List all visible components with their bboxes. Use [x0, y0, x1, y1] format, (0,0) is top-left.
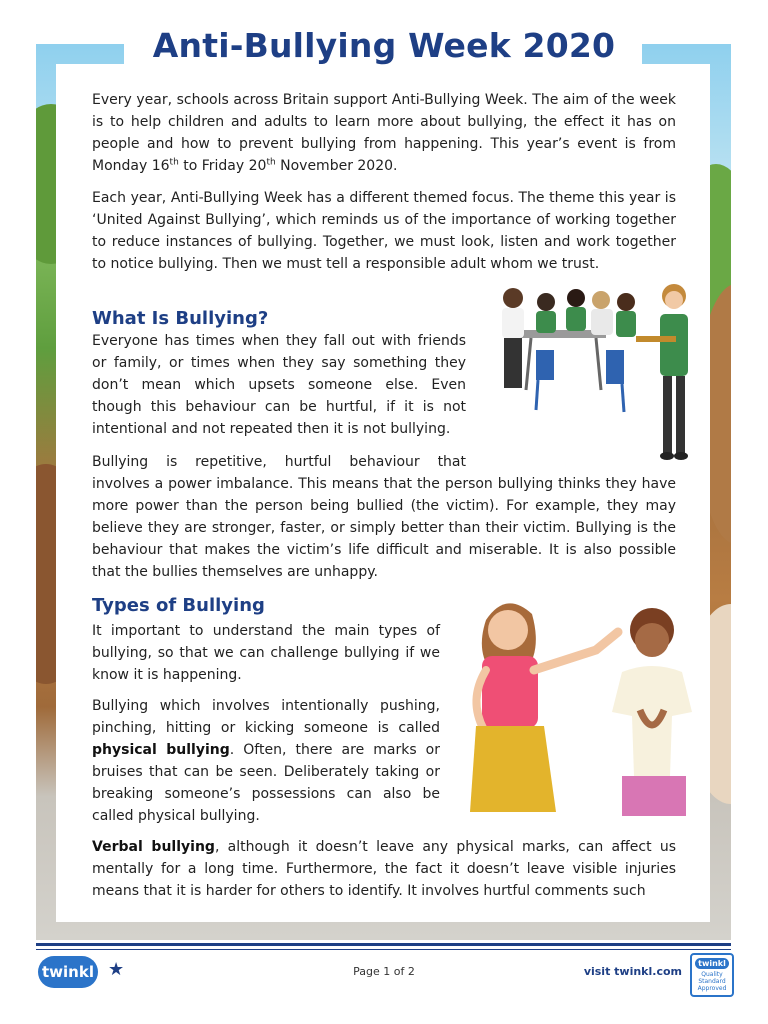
- what-is-bullying-paragraph-2: involves a power imbalance. This means that the person bullying thinks they have more power than the person being bullied (the victim). For example, they may believe they are stronger, faster, or simply better than their victim. Bullying is the behaviour that makes the victim’s life difficult and miserable. It is also possible that the bullies themselves are unhappy.: [92, 476, 676, 580]
- badge-title: twinkl: [695, 958, 729, 969]
- section-heading-types-of-bullying: Types of Bullying: [92, 595, 265, 616]
- badge-line-2: Approved: [697, 985, 727, 992]
- cafeteria-illustration: [476, 280, 706, 466]
- twinkl-logo[interactable]: twinkl: [38, 956, 98, 988]
- section-heading-what-is-bullying: What Is Bullying?: [92, 308, 269, 329]
- types-paragraph-1: It important to understand the main types of bullying, so that we can challenge bullying if we know it is happening.: [92, 623, 440, 683]
- physical-bullying-term: physical bullying: [92, 742, 230, 758]
- footer-rule: [36, 943, 731, 946]
- what-is-bullying-paragraph-1: Everyone has times when they fall out with friends or family, or times when they say something they don’t mean which upsets someone else. Even though this behaviour can be hurtful, if it is not intentional and not repeated then it is not bullying.: [92, 333, 466, 437]
- footer-rule-thin: [36, 949, 731, 950]
- types-paragraph-3: Verbal bullying, although it doesn’t leave any physical marks, can affect us mentally for a long time. Furthermore, the fact it doesn’t leave visible injuries means that it is harder for others to identify. It involves hurtful comments such: [92, 839, 676, 899]
- intro-paragraph-1: Every year, schools across Britain support Anti-Bullying Week. The aim of the week is to help children and adults to learn more about bullying, the effect it has on people and how to prevent bullying from happening. This year’s event is from Monday 16th to Friday 20th November 2020.: [92, 92, 676, 174]
- page-number: Page 1 of 2: [353, 965, 415, 978]
- intro-paragraph-2: Each year, Anti-Bullying Week has a different themed focus. The theme this year is ‘United Against Bullying’, which reminds us of the importance of working together to reduce instances of bullying. Together, we must look, listen and work together to notice bullying. Then we must tell a responsible adult whom we trust.: [92, 190, 676, 272]
- pointing-girl-illustration: [446, 590, 706, 816]
- visit-link[interactable]: visit twinkl.com: [583, 965, 682, 978]
- star-icon: ★: [108, 959, 125, 980]
- quality-standard-badge: [690, 953, 734, 997]
- what-is-bullying-paragraph-2-first-line: Bullying is repetitive, hurtful behaviour that: [92, 454, 466, 470]
- verbal-bullying-term: Verbal bullying: [92, 839, 215, 855]
- badge-line-1: Quality Standard: [698, 971, 726, 985]
- types-paragraph-2: Bullying which involves intentionally pushing, pinching, hitting or kicking someone is called physical bullying. Often, there are marks or bruises that can be seen. Deliberately taking or breaking someone’s possessions can also be called physical bullying.: [92, 698, 441, 824]
- page-title: Anti-Bullying Week 2020: [152, 26, 616, 65]
